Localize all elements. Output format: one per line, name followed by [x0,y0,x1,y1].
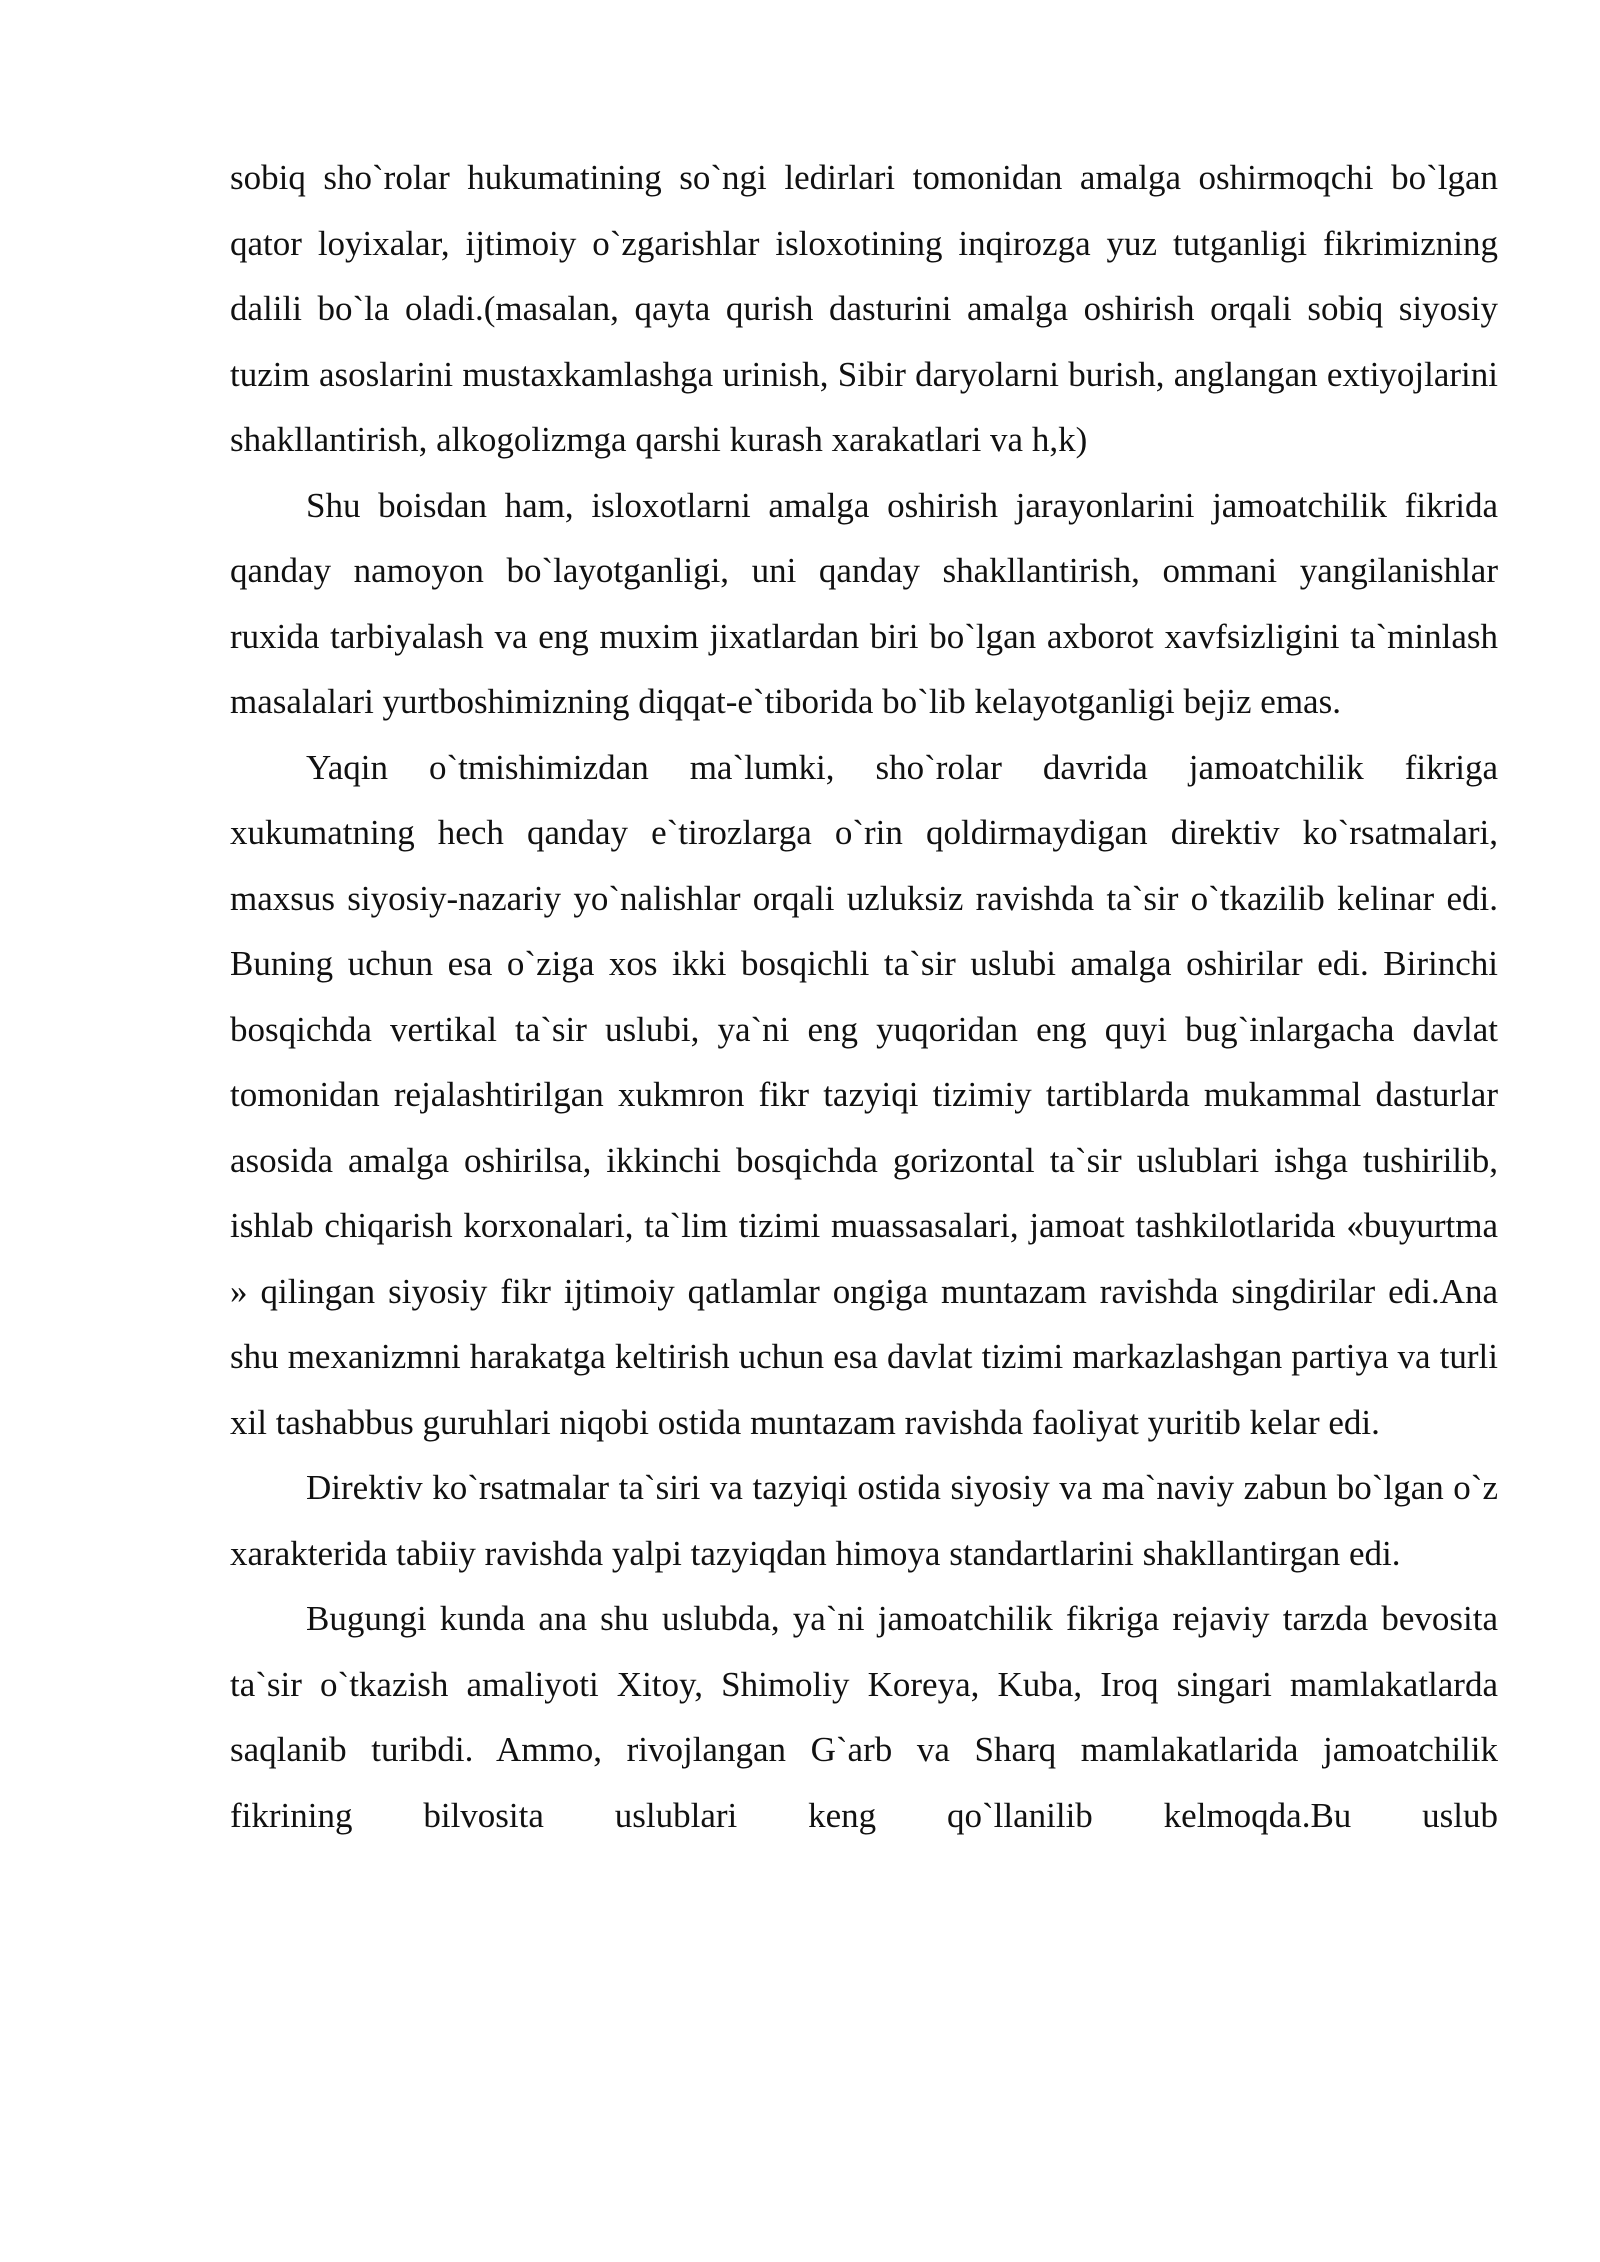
paragraph-3: Yaqin o`tmishimizdan ma`lumki, sho`rolar davrida jamoatchilik fikriga xukumatning hech qanday e`tirozlarga o`rin qoldirmaydigan direktiv ko`rsatmalari, maxsus siyosiy-nazariy yo`nalishlar orqali uzluksiz ravishda ta`sir o`tkazilib kelinar edi. Buning uchun esa o`ziga xos ikki bosqichli ta`sir uslubi amalga oshirilar edi. Birinchi bosqichda vertikal ta`sir uslubi, ya`ni eng yuqoridan eng quyi bug`inlargacha davlat tomonidan rejalashtirilgan xukmron fikr tazyiqi tizimiy tartiblarda mukammal dasturlar asosida amalga oshirilsa, ikkinchi bosqichda gorizontal ta`sir uslublari ishga tushirilib, ishlab chiqarish korxonalari, ta`lim tizimi muassasalari, jamoat tashkilotlarida «buyurtma » qilingan siyosiy fikr ijtimoiy qatlamlar ongiga muntazam ravishda singdirilar edi.Ana shu mexanizmni harakatga keltirish uchun esa davlat tizimi markazlashgan partiya va turli xil tashabbus guruhlari niqobi ostida muntazam ravishda faoliyat yuritib kelar edi. [230,747,1498,1442]
paragraph-4: Direktiv ko`rsatmalar ta`siri va tazyiqi ostida siyosiy va ma`naviy zabun bo`lgan o`z xarakterida tabiiy ravishda yalpi tazyiqdan himoya standartlarini shakllantirgan edi. [230,1468,1498,1573]
paragraph-2: Shu boisdan ham, isloxotlarni amalga oshirish jarayonlarini jamoatchilik fikrida qanday namoyon bo`layotganligi, uni qanday shakllantirish, ommani yangilanishlar ruxida tarbiyalash va eng muxim jixatlardan biri bo`lgan axborot xavfsizligini ta`minlash masalalari yurtboshimizning diqqat-e`tiborida bo`lib kelayotganligi bejiz emas. [230,485,1498,721]
paragraph-5: Bugungi kunda ana shu uslubda, ya`ni jamoatchilik fikriga rejaviy tarzda bevosita ta`sir o`tkazish amaliyoti Xitoy, Shimoliy Koreya, Kuba, Iroq singari mamlakatlarda saqlanib turibdi. Ammo, rivojlangan G`arb va Sharq mamlakatlarida jamoatchilik fikrining bilvosita uslublari keng qo`llanilib kelmoqda.Bu uslub [230,1599,1498,1835]
paragraph-1: sobiq sho`rolar hukumatining so`ngi ledirlari tomonidan amalga oshirmoqchi bo`lgan qator loyixalar, ijtimoiy o`zgarishlar isloxotining inqirozga yuz tutganligi fikrimizning dalili bo`la oladi.(masalan, qayta qurish dasturini amalga oshirish orqali sobiq siyosiy tuzim asoslarini mustaxkamlashga urinish, Sibir daryolarni burish, anglangan extiyojlarini shakllantirish, alkogolizmga qarshi kurash xarakatlari va h,k) [230,158,1498,459]
document-page [230,145,1498,1848]
